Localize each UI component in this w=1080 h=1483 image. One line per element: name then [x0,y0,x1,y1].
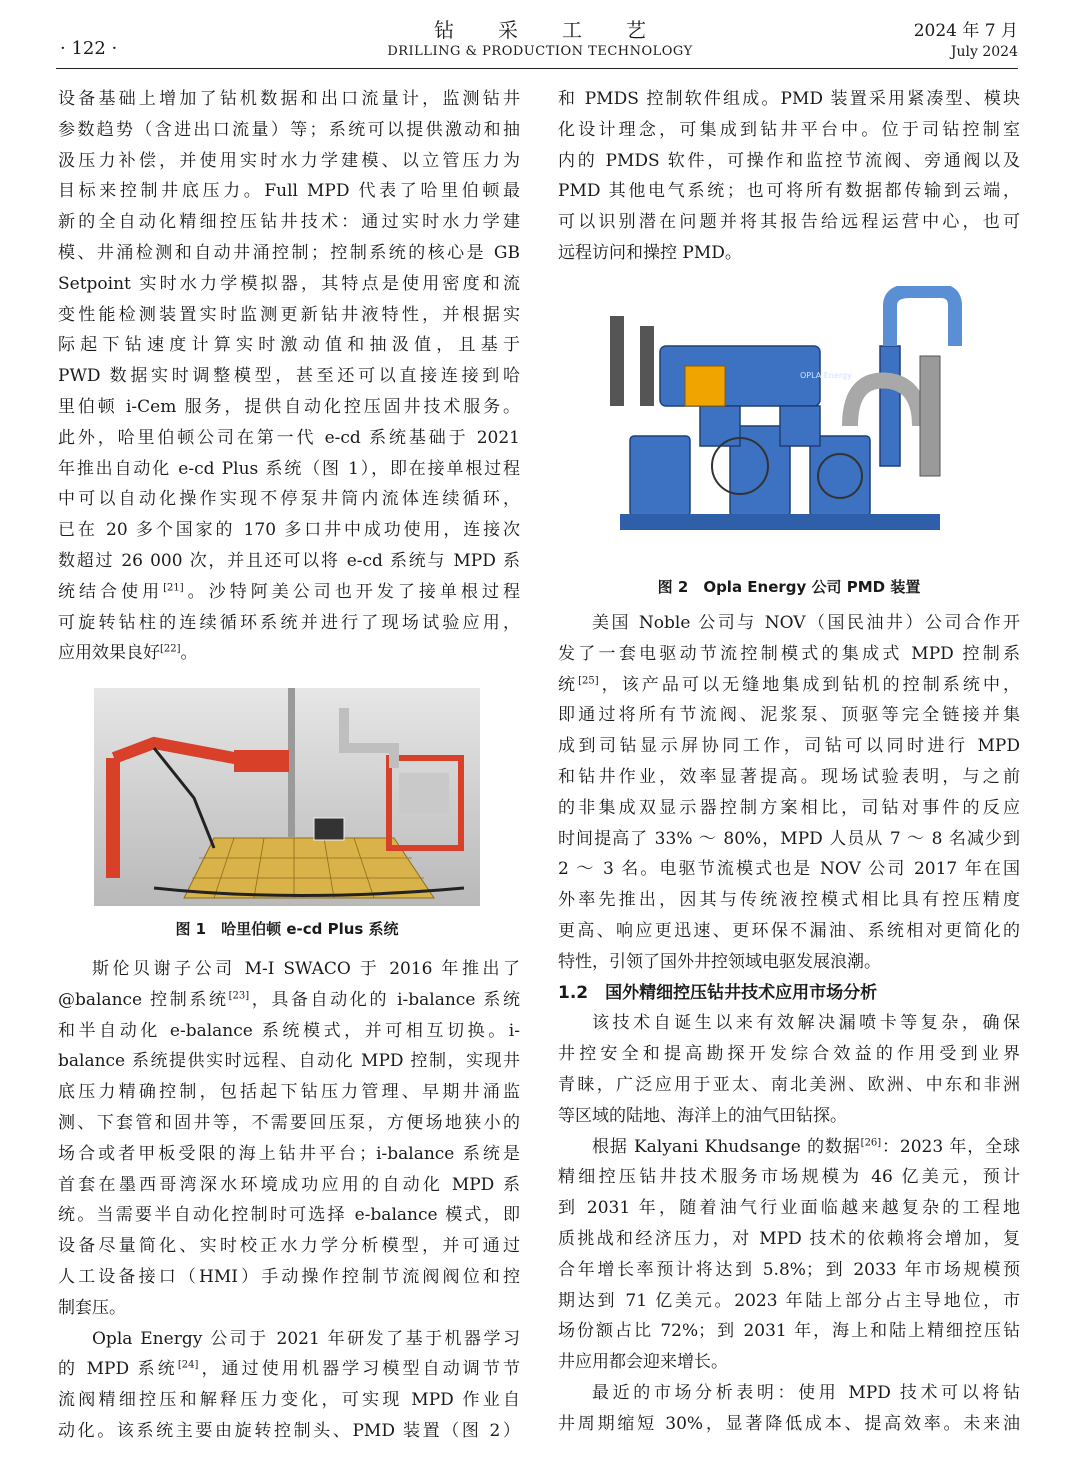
text-line: 美国 Noble 公司与 NOV（国民油井）公司合作开 [592,613,1020,633]
text-line: 精细控压钻井技术服务市场规模为 46 亿美元，预计 [558,1167,1020,1188]
text-line: 首套在墨西哥湾深水环境成功应用的自动化 MPD 系 [58,1174,520,1195]
text-line: 该技术自诞生以来有效解决漏喷卡等复杂，确保 [592,1013,1020,1034]
text-line: 目标来控制井底压力。Full MPD 代表了哈里伯顿最 [58,181,520,202]
text-line: 和 PMDS 控制软件组成。PMD 装置采用紧凑型、模块 [558,89,1020,109]
text-line: 汲压力补偿，并使用实时水力学建模、以立管压力为 [58,150,520,171]
figure-2-label: OPLA Energy [800,371,852,380]
text-line [558,670,1020,701]
text-line: 此外，哈里伯顿公司在第一代 e-cd 系统基础于 2021 [58,427,520,448]
text-line: 底压力精确控制，包括起下钻压力管理、早期井涌监 [58,1082,520,1103]
text-span: ，通过使用机器学习模型自动调节节 [198,1359,520,1380]
text-line: 内的 PMDS 软件，可操作和监控节流阀、旁通阀以及 [558,150,1020,171]
paragraph [558,1378,1020,1440]
text-span: 应用效果良好 [58,643,160,664]
text-line: 流阀精细控压和解释压力变化，可实现 MPD 作业自 [58,1390,520,1411]
paragraph [558,1008,1020,1131]
text-line: 已在 20 多个国家的 170 多口井中成功使用，连接次 [58,520,520,541]
text-span: 。沙特阿美公司也开发了接单根过程 [183,581,521,602]
citation-26[interactable]: [26] [860,1136,882,1148]
text-line: 期达到 71 亿美元。2023 年陆上部分占主导地位，市 [558,1290,1020,1311]
text-span: @balance 控制系统 [58,989,229,1010]
citation-22[interactable]: [22] [160,643,181,655]
paragraph [58,954,520,1324]
text-line: 即通过将所有节流阀、泥浆泵、顶驱等完全链接并集 [558,705,1020,726]
citation-25[interactable]: [25] [578,674,599,686]
text-line: 制套压。 [58,1297,126,1318]
text-line: 发了一套电驱动节流控制模式的集成式 MPD 控制系 [558,643,1020,664]
text-line: 质挑战和经济压力，对 MPD 技术的依赖将会增加，复 [558,1228,1020,1249]
text-line: 和半自动化 e-balance 系统模式，并可相互切换。i- [58,1020,520,1041]
text-line: 和钻井作业，效率显著提高。现场试验表明，与之前 [558,766,1020,787]
text-line: 场份额占比 72%；到 2031 年，海上和陆上精细控压钻 [558,1321,1020,1342]
paragraph [558,84,1020,269]
text-line: 变性能检测装置实时监测更新钻井液特性，并根据实 [58,304,520,325]
text-line: 际起下钻速度计算实时激动值和抽汲值，且基于 [58,335,520,356]
figure-1-image [94,688,480,906]
text-span: 统 [558,674,579,695]
text-line [58,985,520,1016]
text-line: 时间提高了 33% ～ 80%，MPD 人员从 7 ～ 8 名减少到 [558,828,1020,849]
text-line: 更高、响应更迅速、更环保不漏油、系统相对更简化的 [558,920,1020,941]
issue-date-cn: 2024 年 7 月 [913,21,1018,41]
journal-title-cn: 钻采工艺 [434,18,690,42]
text-line: 数超过 26 000 次，并且还可以将 e-cd 系统与 MPD 系 [58,550,520,571]
journal-title-en: DRILLING & PRODUCTION TECHNOLOGY [387,44,693,59]
text-line: 场合或者甲板受限的海上钻井平台；i-balance 系统是 [58,1143,520,1164]
text-line: 青睐，广泛应用于亚太、南北美洲、欧洲、中东和非洲 [558,1074,1020,1095]
text-line: 新的全自动化精细控压钻井技术：通过实时水力学建 [58,212,520,233]
figure-2-image [590,286,980,558]
right-column-lower [558,608,1020,1440]
text-line: 设备基础上增加了钻机数据和出口流量计，监测钻井 [58,89,520,109]
text-line: 年推出自动化 e-cd Plus 系统（图 1），即在接单根过程 [58,458,520,479]
text-span: 。 [180,643,198,664]
text-line: 合年增长率预计将达到 5.8%；到 2033 年市场规模预 [558,1259,1020,1280]
text-line: 可旋转钻柱的连续循环系统并进行了现场试验应用， [58,612,520,633]
issue-date-en: July 2024 [950,44,1018,60]
text-line: 远程访问和操控 PMD。 [558,242,742,263]
text-line: balance 系统提供实时远程、自动化 MPD 控制，实现井 [58,1051,520,1072]
page-header [0,0,1080,72]
text-line: Setpoint 实时水力学模拟器，其特点是使用密度和流 [58,273,520,294]
text-line: 动化。该系统主要由旋转控制头、PMD 装置（图 2） [58,1420,520,1441]
text-line: 人工设备接口（HMI）手动操作控制节流阀阀位和控 [58,1266,520,1287]
citation-23[interactable]: [23] [228,990,250,1002]
figure-1-caption: 图 1 哈里伯顿 e-cd Plus 系统 [175,920,399,938]
text-line: 等区域的陆地、海洋上的油气田钻探。 [558,1105,847,1126]
text-line: 中可以自动化操作实现不停泵井筒内流体连续循环， [58,489,520,510]
text-line: 里伯顿 i-Cem 服务，提供自动化控压固井技术服务。 [58,396,520,417]
text-line: 斯伦贝谢子公司 M-I SWACO 于 2016 年推出了 [92,959,520,979]
figure-2-caption: 图 2 Opla Energy 公司 PMD 装置 [657,578,921,596]
text-line: PMD 其他电气系统；也可将所有数据都传输到云端， [558,181,1020,202]
text-line: Opla Energy 公司于 2021 年研发了基于机器学习 [92,1328,520,1349]
text-line: 可以识别潜在问题并将其报告给远程运营中心，也可 [558,212,1020,233]
page-number: · 122 · [60,38,118,59]
text-line: 外率先推出，因其与传统液控模式相比具有控压精度 [558,890,1020,911]
text-line: 的非集成双显示器控制方案相比，司钻对事件的反应 [558,797,1020,818]
text-line: 测、下套管和固井等，不需要回压泵，方便场地狭小的 [58,1112,520,1133]
text-span: ，具备自动化的 i-balance 系统 [249,989,521,1010]
text-line: 井应用都会迎来增长。 [558,1352,728,1373]
paragraph [58,84,520,669]
right-column [558,84,1020,269]
text-line: 2 ～ 3 名。电驱节流模式也是 NOV 公司 2017 年在国 [558,859,1020,880]
text-line: 统。当需要半自动化控制时可选择 e-balance 模式，即 [58,1205,520,1226]
text-span: ，该产品可以无缝地集成到钻机的控制系统中， [598,674,1021,695]
citation-24[interactable]: [24] [177,1359,199,1371]
text-span: ：2023 年，全球 [881,1136,1020,1157]
text-span: 的 MPD 系统 [58,1359,178,1380]
text-line: 井控安全和提高勘探开发综合效益的作用受到业界 [558,1044,1020,1065]
section-heading: 1.2 国外精细控压钻井技术应用市场分析 [558,982,878,1003]
text-line [58,638,520,669]
left-column [58,84,520,669]
text-line: 井周期缩短 30%，显著降低成本、提高效率。未来油 [558,1413,1020,1434]
citation-21[interactable]: [21] [163,582,184,594]
text-line: 参数趋势（含进出口流量）等；系统可以提供激动和抽 [58,119,520,140]
header-rule [56,68,1018,69]
text-line: 设备尽量简化、实时校正水力学分析模型，并可通过 [58,1236,520,1257]
text-span: 根据 Kalyani Khudsange 的数据 [592,1136,861,1157]
paragraph [58,1324,520,1447]
text-line: 特性，引领了国外井控领域电驱发展浪潮。 [558,951,881,972]
text-line: PWD 数据实时调整模型，甚至还可以直接连接到哈 [58,366,520,387]
text-line [558,1132,1020,1163]
left-column-lower [58,954,520,1447]
text-line [58,577,520,608]
text-span: 统结合使用 [58,581,164,602]
text-line [58,1354,520,1385]
text-line: 最近的市场分析表明：使用 MPD 技术可以将钻 [592,1382,1020,1403]
text-line: 化设计理念，可集成到钻井平台中。位于司钻控制室 [558,119,1020,140]
paragraph [558,608,1020,978]
text-line: 到 2031 年，随着油气行业面临越来越复杂的工程地 [558,1198,1020,1219]
paragraph [558,1132,1020,1378]
text-line: 模、井涌检测和自动井涌控制；控制系统的核心是 GB [58,242,520,263]
text-line: 成到司钻显示屏协同工作，司钻可以同时进行 MPD [558,736,1020,757]
